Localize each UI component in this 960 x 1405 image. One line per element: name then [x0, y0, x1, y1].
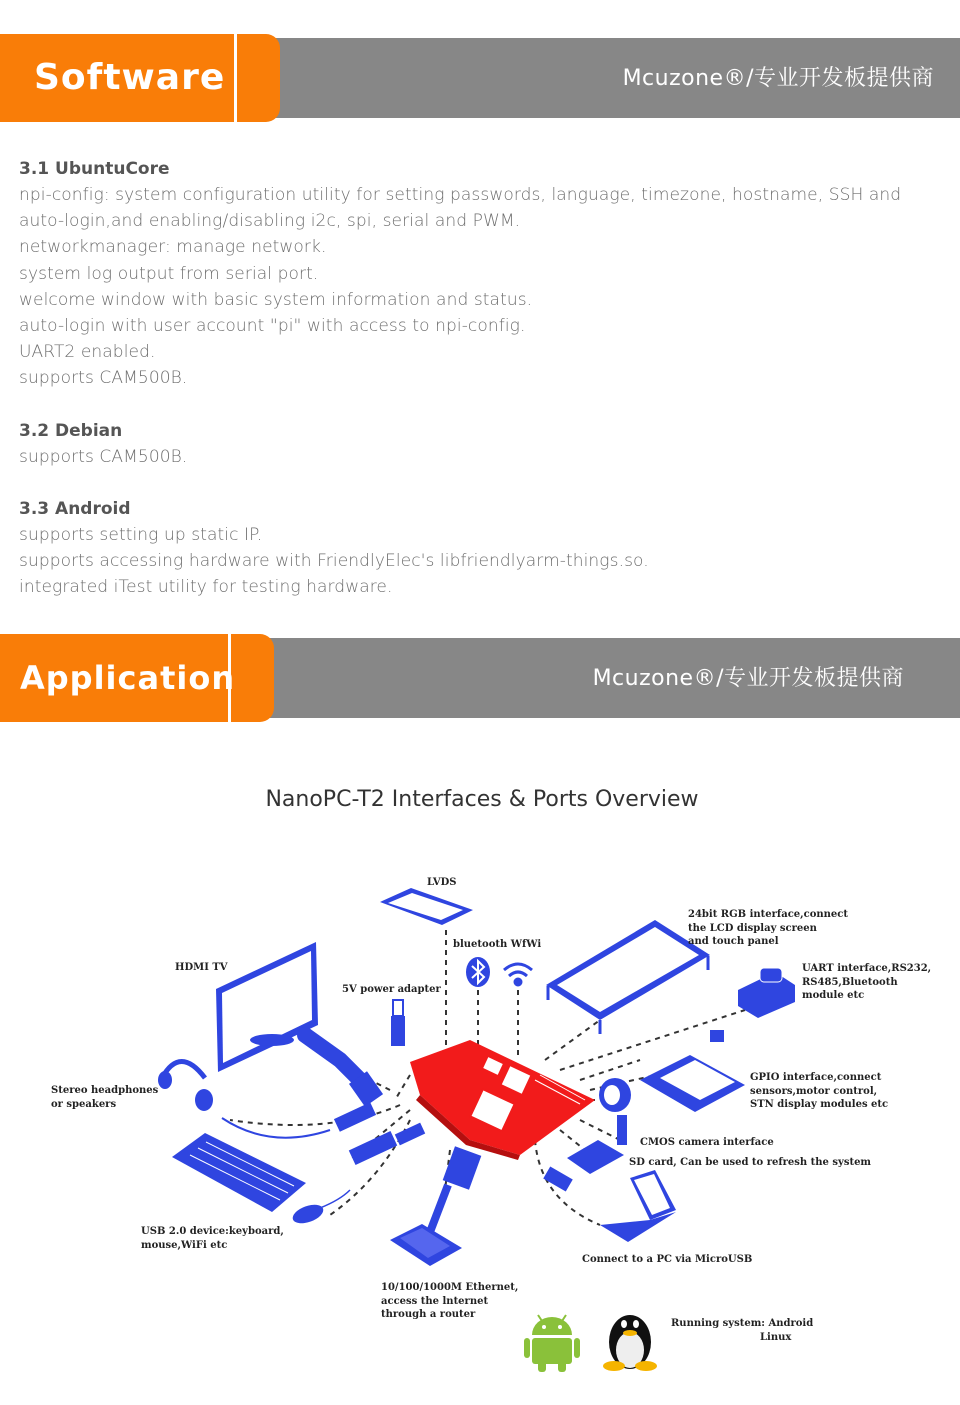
label-line: module etc: [802, 990, 865, 1001]
label-line: 24bit RGB interface,connect: [688, 909, 848, 920]
wifi-icon: [504, 964, 532, 985]
text-line: auto-login,and enabling/disabling i2c, spi, serial and PWM.: [19, 211, 521, 232]
label-sd-card: SD card, Can be used to refresh the system: [629, 1157, 872, 1168]
ethernet-plug-icon: [430, 1146, 481, 1232]
label-line: UART interface,RS232,: [802, 963, 932, 974]
label-line: Linux: [760, 1331, 792, 1343]
lcd-panel-icon: [546, 920, 710, 1034]
text-line: auto-login with user account "pi" with access to npi-config.: [19, 316, 526, 337]
gpio-module-icon: [640, 1030, 745, 1112]
label-line: and touch panel: [688, 936, 779, 947]
label-microusb: Connect to a PC via MicroUSB: [582, 1254, 753, 1265]
banner-orange-tab: [231, 634, 274, 722]
label-lvds: LVDS: [427, 877, 457, 888]
section-title-application: Application: [20, 659, 236, 697]
uart-connector-icon: [738, 968, 795, 1018]
sd-card-icon: [567, 1140, 624, 1174]
text-line: UART2 enabled.: [19, 342, 156, 363]
board-icon: [410, 1040, 595, 1160]
label-line: the LCD display screen: [688, 922, 817, 934]
label-gpio-interface: [750, 1071, 888, 1112]
label-line: STN display modules etc: [750, 1099, 889, 1110]
section-heading: 3.2 Debian: [19, 420, 123, 441]
section-heading: 3.1 UbuntuCore: [19, 159, 170, 179]
label-running-system: [671, 1317, 813, 1344]
label-line: sensors,motor control,: [750, 1085, 878, 1097]
software-content: [19, 156, 949, 600]
tux-icon: [603, 1315, 657, 1371]
micro-usb-plug-icon: [543, 1166, 573, 1191]
label-line: through a router: [381, 1309, 476, 1320]
label-headphones: [51, 1084, 158, 1111]
label-line: GPIO interface,connect: [750, 1072, 882, 1083]
bluetooth-icon: [466, 957, 490, 987]
label-hdmi-tv: HDMI TV: [175, 962, 228, 973]
text-line: npi-config: system configuration utility for setting passwords, language, timezone, hostname, SSH and: [19, 185, 902, 205]
camera-icon: [599, 1078, 631, 1145]
section-heading: 3.3 Android: [19, 498, 131, 519]
router-icon: [390, 1224, 462, 1266]
spacer: [19, 470, 949, 496]
brand-text: Mcuzone®/专业开发板提供商: [622, 66, 934, 91]
label-line: Running system: Android: [671, 1318, 814, 1329]
label-line: USB 2.0 device:keyboard,: [141, 1226, 284, 1237]
laptop-icon: [600, 1170, 676, 1242]
label-cmos-camera: CMOS camera interface: [640, 1137, 774, 1148]
text-line: supports CAM500B.: [19, 446, 188, 467]
text-line: networkmanager: manage network.: [19, 237, 327, 258]
section-ubuntucore: [19, 156, 949, 392]
power-adapter-icon: [391, 1000, 405, 1046]
text-line: supports accessing hardware with FriendlyElec's libfriendlyarm-things.so.: [19, 551, 649, 572]
tv-monitor-icon: [216, 942, 318, 1072]
hdmi-cable-icon: [305, 1035, 383, 1107]
label-line: or speakers: [51, 1098, 117, 1110]
diagram-title: NanoPC-T2 Interfaces & Ports Overview: [265, 787, 699, 812]
text-line: system log output from serial port.: [19, 263, 319, 284]
label-usb-device: [141, 1225, 284, 1252]
label-uart-interface: [802, 962, 931, 1003]
headphones-icon: [158, 1062, 330, 1138]
label-line: Stereo headphones: [51, 1085, 159, 1096]
mouse-icon: [290, 1190, 350, 1227]
banner-orange-tab: [237, 34, 280, 122]
lvds-panel-icon: [380, 888, 473, 925]
keyboard-icon: [172, 1133, 306, 1212]
label-ethernet: [381, 1281, 518, 1322]
section-title-software: Software: [34, 57, 226, 98]
text-line: welcome window with basic system information and status.: [19, 289, 533, 310]
label-bluetooth-wifi: bluetooth WfWi: [453, 939, 542, 950]
label-line: access the lnternet: [381, 1295, 489, 1307]
label-line: mouse,WiFi etc: [141, 1239, 228, 1251]
label-power-adapter: 5V power adapter: [342, 984, 441, 995]
label-line: 10/100/1000M Ethernet,: [381, 1282, 519, 1293]
text-line: integrated iTest utility for testing hardware.: [19, 577, 393, 598]
brand-text: Mcuzone®/专业开发板提供商: [592, 666, 904, 691]
section-android: [19, 496, 949, 601]
label-rgb-interface: [688, 908, 848, 949]
label-line: RS485,Bluetooth: [802, 976, 898, 988]
spacer: [19, 392, 949, 418]
android-icon: [524, 1315, 580, 1372]
application-banner: [0, 634, 960, 724]
section-debian: [19, 418, 949, 470]
text-line: supports CAM500B.: [19, 368, 188, 389]
text-line: supports setting up static IP.: [19, 524, 263, 545]
software-banner: [0, 34, 960, 124]
